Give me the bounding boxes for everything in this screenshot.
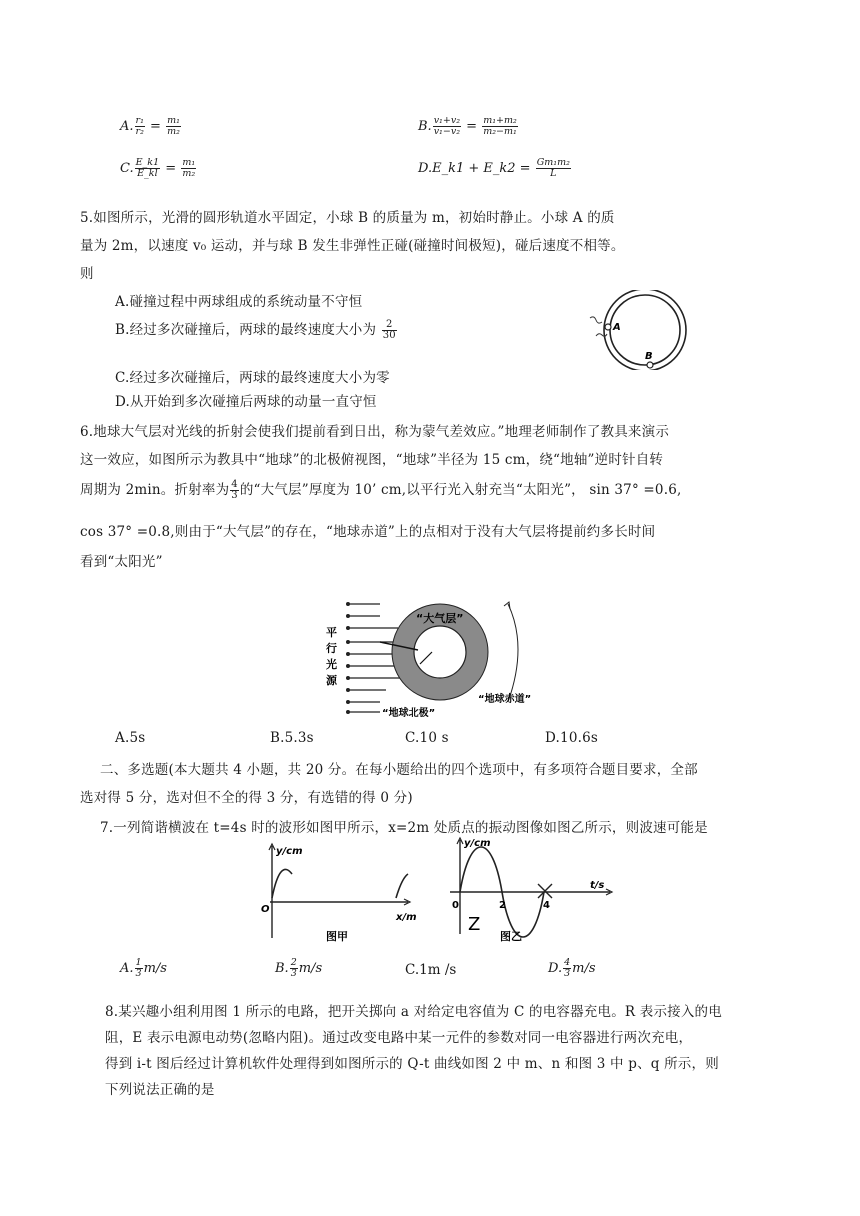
q6-figure-atmosphere <box>320 596 560 720</box>
fraction <box>230 480 239 501</box>
section2-heading-line2: 选对得 5 分，选对但不全的得 3 分，有选错的得 0 分) <box>80 790 413 806</box>
q4-option-b <box>418 116 519 137</box>
velocity-squiggle <box>590 317 602 323</box>
option-label: B. <box>418 119 432 134</box>
q7-figure-a-waveform <box>258 838 418 948</box>
q7-option-a <box>120 958 167 979</box>
equator-label: “地球赤道” <box>478 694 532 705</box>
numerator: v₁+v₂ <box>433 115 460 126</box>
denominator: 30 <box>382 330 396 341</box>
numerator: m₁ <box>182 157 196 168</box>
equals-sign: = <box>165 161 177 176</box>
q6-line3-part1: 周期为 2min。折射率为 <box>80 482 230 498</box>
section2-heading-line1: 二、多选题(本大题共 4 小题，共 20 分。在每小题给出的四个选项中，有多项符合题目要求，全部 <box>100 762 698 778</box>
y-axis-label: y/cm <box>276 846 303 857</box>
denominator: E_kl <box>137 168 158 179</box>
q5-text-line2: 量为 2m，以速度 v₀ 运动，并与球 B 发生非弹性正碰(碰撞时间极短)，碰后速度不相等。 <box>80 238 625 254</box>
option-label: D. <box>548 961 563 976</box>
fraction <box>482 116 518 137</box>
ball-a <box>605 324 611 330</box>
q7-option-c: C.1m /s <box>405 962 457 978</box>
q5-option-b-text: B.经过多次碰撞后，两球的最终速度大小为 <box>115 322 377 338</box>
numerator: m₁+m₂ <box>483 115 517 126</box>
north-pole-label: “地球北极” <box>382 708 436 719</box>
q8-text-line3: 得到 i-t 图后经过计算机软件处理得到如图所示的 Q-t 曲线如图 2 中 m、n 和图 3 中 p、q 所示，则 <box>105 1056 719 1072</box>
earth-circle <box>414 626 466 678</box>
q7-text: 7.一列简谐横波在 t=4s 时的波形如图甲所示，x=2m 处质点的振动图像如图乙所示，则波速可能是 <box>100 820 708 836</box>
unit: m/s <box>298 961 323 976</box>
denominator: v₁−v₂ <box>433 126 460 137</box>
q5-option-a: A.碰撞过程中两球组成的系统动量不守恒 <box>115 294 363 310</box>
denominator: m₂ <box>167 126 180 137</box>
handwritten-mark: Z <box>468 914 481 935</box>
numerator: r₁ <box>135 115 144 126</box>
q6-option-b: B.5.3s <box>270 730 314 746</box>
tick-label-0: 0 <box>452 900 459 911</box>
q5-text-line3: 则 <box>80 266 94 282</box>
q6-line3-part2: 的“大气层”厚度为 10’ cm,以平行光入射充当“太阳光”， sin 37° =0.6, <box>239 482 682 498</box>
fraction <box>166 116 181 137</box>
fraction <box>382 320 397 341</box>
q5-text-line1: 5.如图所示，光滑的圆形轨道水平固定，小球 B 的质量为 m，初始时静止。小球 A 的质 <box>80 210 615 226</box>
denominator: 3 <box>290 968 297 979</box>
denominator: L <box>550 168 557 179</box>
option-label: D. <box>418 161 433 176</box>
q7-figure-b-vibration <box>440 834 620 948</box>
figure-caption: 图甲 <box>326 930 348 943</box>
fraction <box>290 958 298 979</box>
wave-segment-right <box>396 874 408 898</box>
denominator: m₂−m₁ <box>483 126 517 137</box>
q8-text-line4: 下列说法正确的是 <box>105 1082 215 1098</box>
equals-sign: = <box>150 119 161 134</box>
option-label: A. <box>120 961 134 976</box>
source-label-char-4: 源 <box>326 674 337 687</box>
q6-text-line3 <box>80 478 682 501</box>
option-label: B. <box>275 961 289 976</box>
numerator: 2 <box>290 957 297 968</box>
q5-figure-circular-track <box>580 290 690 370</box>
velocity-squiggle-2 <box>596 334 607 337</box>
tick-label-2: 2 <box>499 900 506 911</box>
fraction <box>135 158 161 179</box>
option-label: A. <box>120 119 134 134</box>
fraction <box>135 958 143 979</box>
source-label-char-2: 行 <box>326 642 337 655</box>
denominator: 3 <box>564 968 571 979</box>
equals-sign: = <box>466 119 478 134</box>
denominator: r₂ <box>135 126 144 137</box>
q4-option-d <box>418 158 572 179</box>
tick-label-4: 4 <box>543 900 550 911</box>
figure-caption: 图乙 <box>500 930 522 943</box>
denominator: m₂ <box>182 168 196 179</box>
fraction <box>536 158 571 179</box>
q6-text-line1: 6.地球大气层对光线的折射会使我们提前看到日出，称为蒙气差效应。”地理老师制作了教具来演示 <box>80 424 670 440</box>
source-label-char-3: 光 <box>326 658 337 671</box>
q6-option-a: A.5s <box>115 730 146 746</box>
numerator: 4 <box>564 957 571 968</box>
numerator: 2 <box>382 320 397 331</box>
atmosphere-label: “大气层” <box>416 612 464 625</box>
fraction <box>135 116 145 137</box>
unit: m/s <box>143 961 167 976</box>
numerator: 1 <box>135 957 142 968</box>
rotation-arrow <box>508 604 518 702</box>
fraction <box>433 116 461 137</box>
q8-text-line1: 8.某兴趣小组利用图 1 所示的电路，把开关掷向 a 对给定电容值为 C 的电容器充电。R 表示接入的电 <box>105 1004 722 1020</box>
t-axis-label: t/s <box>590 880 605 891</box>
lhs-expression: E_k1 + E_k2 = <box>432 161 531 176</box>
q4-option-c <box>120 158 197 179</box>
fraction <box>563 958 571 979</box>
wave-segment-left <box>272 869 292 898</box>
numerator: 4 <box>231 479 238 490</box>
q5-option-c: C.经过多次碰撞后，两球的最终速度大小为零 <box>115 370 390 386</box>
q5-option-b <box>115 318 398 341</box>
q6-text-line4: cos 37° =0.8,则由于“大气层”的存在，“地球赤道”上的点相对于没有大气层将提前约多长时间 <box>80 524 656 540</box>
q6-text-line2: 这一效应，如图所示为教具中“地球”的北极俯视图，“地球”半径为 15 cm，绕“地轴”逆时针自转 <box>80 452 664 468</box>
x-axis-label: x/m <box>396 912 417 923</box>
q8-text-line2: 阻，E 表示电源电动势(忽略内阻)。通过改变电路中某一元件的参数对同一电容器进行两次充电， <box>105 1030 693 1046</box>
q5-option-d: D.从开始到多次碰撞后两球的动量一直守恒 <box>115 394 377 410</box>
y-axis-label: y/cm <box>464 838 491 849</box>
denominator: 3 <box>135 968 142 979</box>
q6-text-line5: 看到“太阳光” <box>80 554 163 570</box>
ball-b <box>647 362 653 368</box>
numerator: E_k1 <box>135 157 160 168</box>
q7-option-d <box>548 958 596 979</box>
unit: m/s <box>572 961 596 976</box>
numerator: Gm₁m₂ <box>536 157 570 168</box>
fraction <box>181 158 196 179</box>
ray-source-dots <box>346 602 350 714</box>
ball-a-label: A <box>613 322 621 333</box>
q7-option-b <box>275 958 322 979</box>
source-label-char-1: 平 <box>326 626 337 639</box>
numerator: m₁ <box>167 115 180 126</box>
q4-option-a <box>120 116 182 137</box>
option-label: C. <box>120 161 134 176</box>
denominator: 3 <box>231 490 238 501</box>
origin-label: O <box>261 904 270 915</box>
rotation-arrowhead <box>504 602 510 609</box>
q6-option-d: D.10.6s <box>545 730 599 746</box>
q6-option-c: C.10 s <box>405 730 449 746</box>
ball-b-label: B <box>645 351 653 362</box>
